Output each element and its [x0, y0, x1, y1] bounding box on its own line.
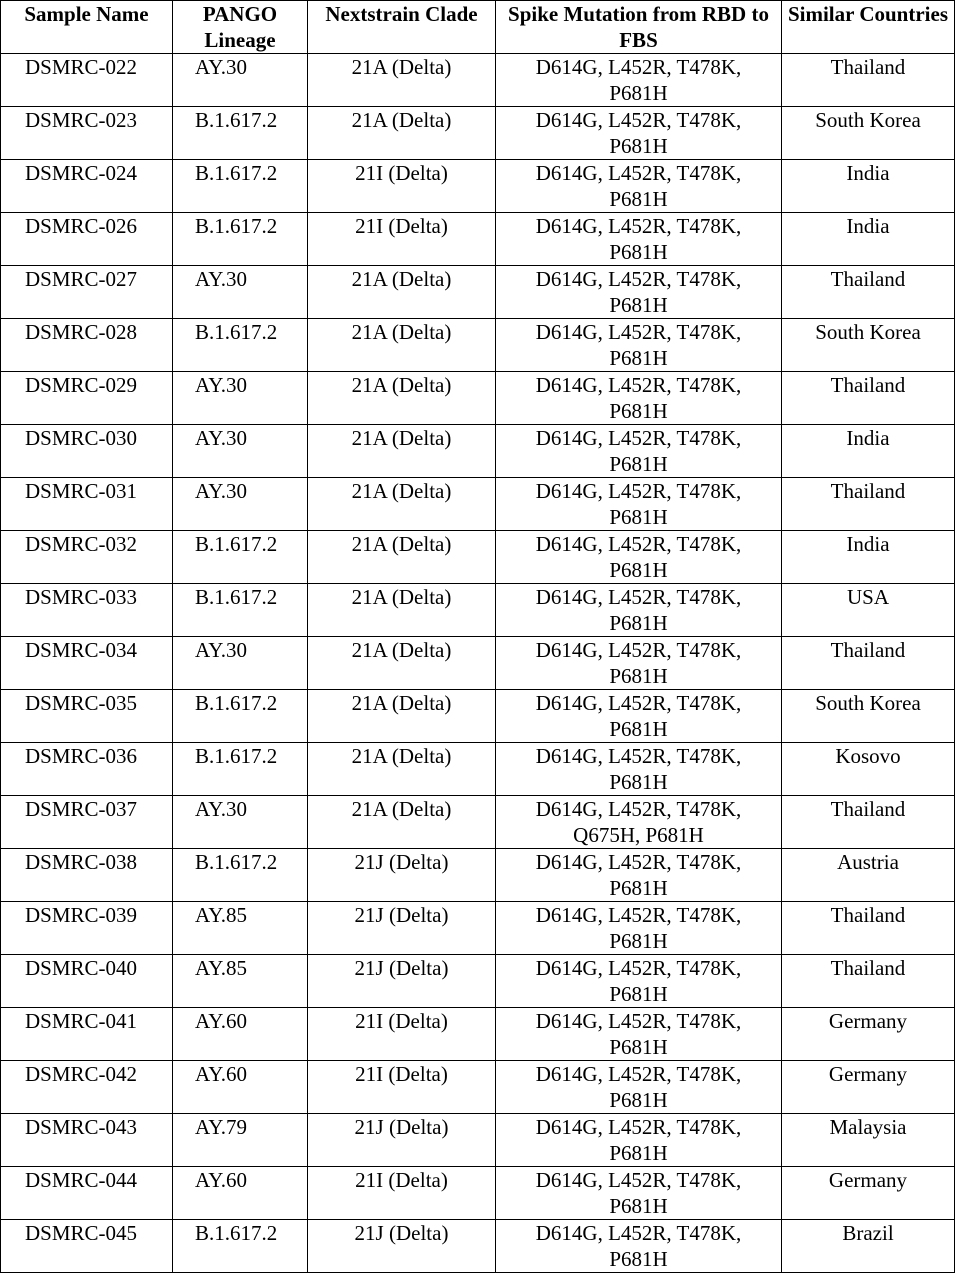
table-row	[1, 1114, 955, 1167]
cell-pango-lineage: B.1.617.2	[173, 743, 308, 796]
cell-spike-mutation: D614G, L452R, T478K, P681H	[496, 637, 782, 690]
table-row	[1, 425, 955, 478]
cell-sample-name: DSMRC-045	[1, 1220, 173, 1273]
cell-pango-lineage: B.1.617.2	[173, 107, 308, 160]
cell-pango-lineage: AY.60	[173, 1008, 308, 1061]
table-row	[1, 54, 955, 107]
cell-similar-country: India	[782, 531, 955, 584]
table-row	[1, 743, 955, 796]
cell-sample-name: DSMRC-043	[1, 1114, 173, 1167]
cell-pango-lineage: B.1.617.2	[173, 160, 308, 213]
cell-sample-name: DSMRC-029	[1, 372, 173, 425]
cell-nextstrain-clade: 21A (Delta)	[308, 584, 496, 637]
table-row	[1, 107, 955, 160]
cell-sample-name: DSMRC-024	[1, 160, 173, 213]
cell-pango-lineage: B.1.617.2	[173, 584, 308, 637]
table-row	[1, 213, 955, 266]
cell-spike-mutation: D614G, L452R, T478K, P681H	[496, 372, 782, 425]
cell-similar-country: Thailand	[782, 372, 955, 425]
cell-spike-mutation: D614G, L452R, T478K, P681H	[496, 478, 782, 531]
cell-similar-country: Malaysia	[782, 1114, 955, 1167]
header-row	[1, 1, 955, 54]
cell-nextstrain-clade: 21A (Delta)	[308, 478, 496, 531]
cell-spike-mutation: D614G, L452R, T478K, P681H	[496, 743, 782, 796]
cell-pango-lineage: AY.30	[173, 266, 308, 319]
cell-spike-mutation: D614G, L452R, T478K, P681H	[496, 902, 782, 955]
cell-nextstrain-clade: 21A (Delta)	[308, 107, 496, 160]
cell-similar-country: Thailand	[782, 955, 955, 1008]
cell-nextstrain-clade: 21A (Delta)	[308, 690, 496, 743]
cell-pango-lineage: AY.85	[173, 902, 308, 955]
table-row	[1, 849, 955, 902]
cell-similar-country: Thailand	[782, 902, 955, 955]
cell-pango-lineage: AY.30	[173, 54, 308, 107]
cell-pango-lineage: B.1.617.2	[173, 531, 308, 584]
cell-similar-country: India	[782, 213, 955, 266]
cell-sample-name: DSMRC-042	[1, 1061, 173, 1114]
cell-spike-mutation: D614G, L452R, T478K, Q675H, P681H	[496, 796, 782, 849]
table-row	[1, 531, 955, 584]
cell-sample-name: DSMRC-037	[1, 796, 173, 849]
cell-nextstrain-clade: 21I (Delta)	[308, 1061, 496, 1114]
cell-nextstrain-clade: 21A (Delta)	[308, 531, 496, 584]
table-row	[1, 637, 955, 690]
cell-sample-name: DSMRC-036	[1, 743, 173, 796]
cell-nextstrain-clade: 21A (Delta)	[308, 743, 496, 796]
cell-similar-country: Thailand	[782, 54, 955, 107]
cell-similar-country: India	[782, 425, 955, 478]
header-sample-name: Sample Name	[1, 1, 173, 54]
cell-spike-mutation: D614G, L452R, T478K, P681H	[496, 425, 782, 478]
cell-similar-country: Thailand	[782, 266, 955, 319]
cell-sample-name: DSMRC-026	[1, 213, 173, 266]
cell-sample-name: DSMRC-023	[1, 107, 173, 160]
cell-similar-country: Thailand	[782, 478, 955, 531]
cell-nextstrain-clade: 21A (Delta)	[308, 266, 496, 319]
cell-spike-mutation: D614G, L452R, T478K, P681H	[496, 319, 782, 372]
cell-nextstrain-clade: 21J (Delta)	[308, 955, 496, 1008]
table-row	[1, 1167, 955, 1220]
cell-similar-country: Germany	[782, 1167, 955, 1220]
cell-sample-name: DSMRC-035	[1, 690, 173, 743]
cell-spike-mutation: D614G, L452R, T478K, P681H	[496, 1114, 782, 1167]
cell-similar-country: Brazil	[782, 1220, 955, 1273]
cell-spike-mutation: D614G, L452R, T478K, P681H	[496, 54, 782, 107]
cell-pango-lineage: AY.30	[173, 796, 308, 849]
cell-similar-country: Kosovo	[782, 743, 955, 796]
cell-nextstrain-clade: 21I (Delta)	[308, 213, 496, 266]
cell-pango-lineage: AY.30	[173, 425, 308, 478]
cell-spike-mutation: D614G, L452R, T478K, P681H	[496, 1008, 782, 1061]
cell-similar-country: South Korea	[782, 319, 955, 372]
cell-spike-mutation: D614G, L452R, T478K, P681H	[496, 849, 782, 902]
cell-pango-lineage: B.1.617.2	[173, 849, 308, 902]
cell-sample-name: DSMRC-044	[1, 1167, 173, 1220]
cell-spike-mutation: D614G, L452R, T478K, P681H	[496, 213, 782, 266]
cell-nextstrain-clade: 21I (Delta)	[308, 1167, 496, 1220]
cell-nextstrain-clade: 21J (Delta)	[308, 1220, 496, 1273]
cell-similar-country: India	[782, 160, 955, 213]
header-pango-lineage: PANGO Lineage	[173, 1, 308, 54]
cell-sample-name: DSMRC-022	[1, 54, 173, 107]
cell-sample-name: DSMRC-039	[1, 902, 173, 955]
cell-nextstrain-clade: 21A (Delta)	[308, 637, 496, 690]
cell-sample-name: DSMRC-041	[1, 1008, 173, 1061]
cell-nextstrain-clade: 21J (Delta)	[308, 902, 496, 955]
header-similar-countries: Similar Countries	[782, 1, 955, 54]
cell-pango-lineage: AY.60	[173, 1061, 308, 1114]
table-row	[1, 160, 955, 213]
cell-sample-name: DSMRC-030	[1, 425, 173, 478]
cell-pango-lineage: B.1.617.2	[173, 319, 308, 372]
table-row	[1, 478, 955, 531]
cell-sample-name: DSMRC-040	[1, 955, 173, 1008]
cell-similar-country: Germany	[782, 1008, 955, 1061]
cell-spike-mutation: D614G, L452R, T478K, P681H	[496, 955, 782, 1008]
table-row	[1, 584, 955, 637]
cell-similar-country: South Korea	[782, 690, 955, 743]
cell-spike-mutation: D614G, L452R, T478K, P681H	[496, 531, 782, 584]
table-row	[1, 1008, 955, 1061]
cell-pango-lineage: B.1.617.2	[173, 690, 308, 743]
cell-spike-mutation: D614G, L452R, T478K, P681H	[496, 1167, 782, 1220]
table-row	[1, 1220, 955, 1273]
cell-sample-name: DSMRC-034	[1, 637, 173, 690]
cell-sample-name: DSMRC-033	[1, 584, 173, 637]
cell-sample-name: DSMRC-027	[1, 266, 173, 319]
table-row	[1, 796, 955, 849]
cell-spike-mutation: D614G, L452R, T478K, P681H	[496, 266, 782, 319]
cell-pango-lineage: AY.30	[173, 637, 308, 690]
cell-sample-name: DSMRC-032	[1, 531, 173, 584]
cell-pango-lineage: AY.60	[173, 1167, 308, 1220]
cell-pango-lineage: AY.30	[173, 478, 308, 531]
cell-pango-lineage: AY.30	[173, 372, 308, 425]
cell-nextstrain-clade: 21I (Delta)	[308, 160, 496, 213]
cell-nextstrain-clade: 21A (Delta)	[308, 319, 496, 372]
cell-similar-country: South Korea	[782, 107, 955, 160]
cell-nextstrain-clade: 21J (Delta)	[308, 1114, 496, 1167]
cell-similar-country: Thailand	[782, 637, 955, 690]
header-nextstrain-clade: Nextstrain Clade	[308, 1, 496, 54]
cell-nextstrain-clade: 21A (Delta)	[308, 54, 496, 107]
cell-sample-name: DSMRC-031	[1, 478, 173, 531]
table-row	[1, 690, 955, 743]
cell-pango-lineage: AY.85	[173, 955, 308, 1008]
cell-nextstrain-clade: 21J (Delta)	[308, 849, 496, 902]
cell-sample-name: DSMRC-038	[1, 849, 173, 902]
cell-spike-mutation: D614G, L452R, T478K, P681H	[496, 690, 782, 743]
table-row	[1, 902, 955, 955]
table-row	[1, 372, 955, 425]
cell-spike-mutation: D614G, L452R, T478K, P681H	[496, 107, 782, 160]
cell-pango-lineage: B.1.617.2	[173, 213, 308, 266]
cell-spike-mutation: D614G, L452R, T478K, P681H	[496, 1220, 782, 1273]
cell-similar-country: Austria	[782, 849, 955, 902]
header-spike-mutation: Spike Mutation from RBD to FBS	[496, 1, 782, 54]
cell-similar-country: USA	[782, 584, 955, 637]
table-row	[1, 955, 955, 1008]
cell-pango-lineage: AY.79	[173, 1114, 308, 1167]
cell-spike-mutation: D614G, L452R, T478K, P681H	[496, 584, 782, 637]
table-row	[1, 266, 955, 319]
cell-nextstrain-clade: 21A (Delta)	[308, 372, 496, 425]
cell-pango-lineage: B.1.617.2	[173, 1220, 308, 1273]
table-row	[1, 319, 955, 372]
cell-nextstrain-clade: 21I (Delta)	[308, 1008, 496, 1061]
cell-similar-country: Germany	[782, 1061, 955, 1114]
table-row	[1, 1061, 955, 1114]
cell-spike-mutation: D614G, L452R, T478K, P681H	[496, 160, 782, 213]
cell-similar-country: Thailand	[782, 796, 955, 849]
cell-nextstrain-clade: 21A (Delta)	[308, 796, 496, 849]
cell-spike-mutation: D614G, L452R, T478K, P681H	[496, 1061, 782, 1114]
cell-sample-name: DSMRC-028	[1, 319, 173, 372]
cell-nextstrain-clade: 21A (Delta)	[308, 425, 496, 478]
